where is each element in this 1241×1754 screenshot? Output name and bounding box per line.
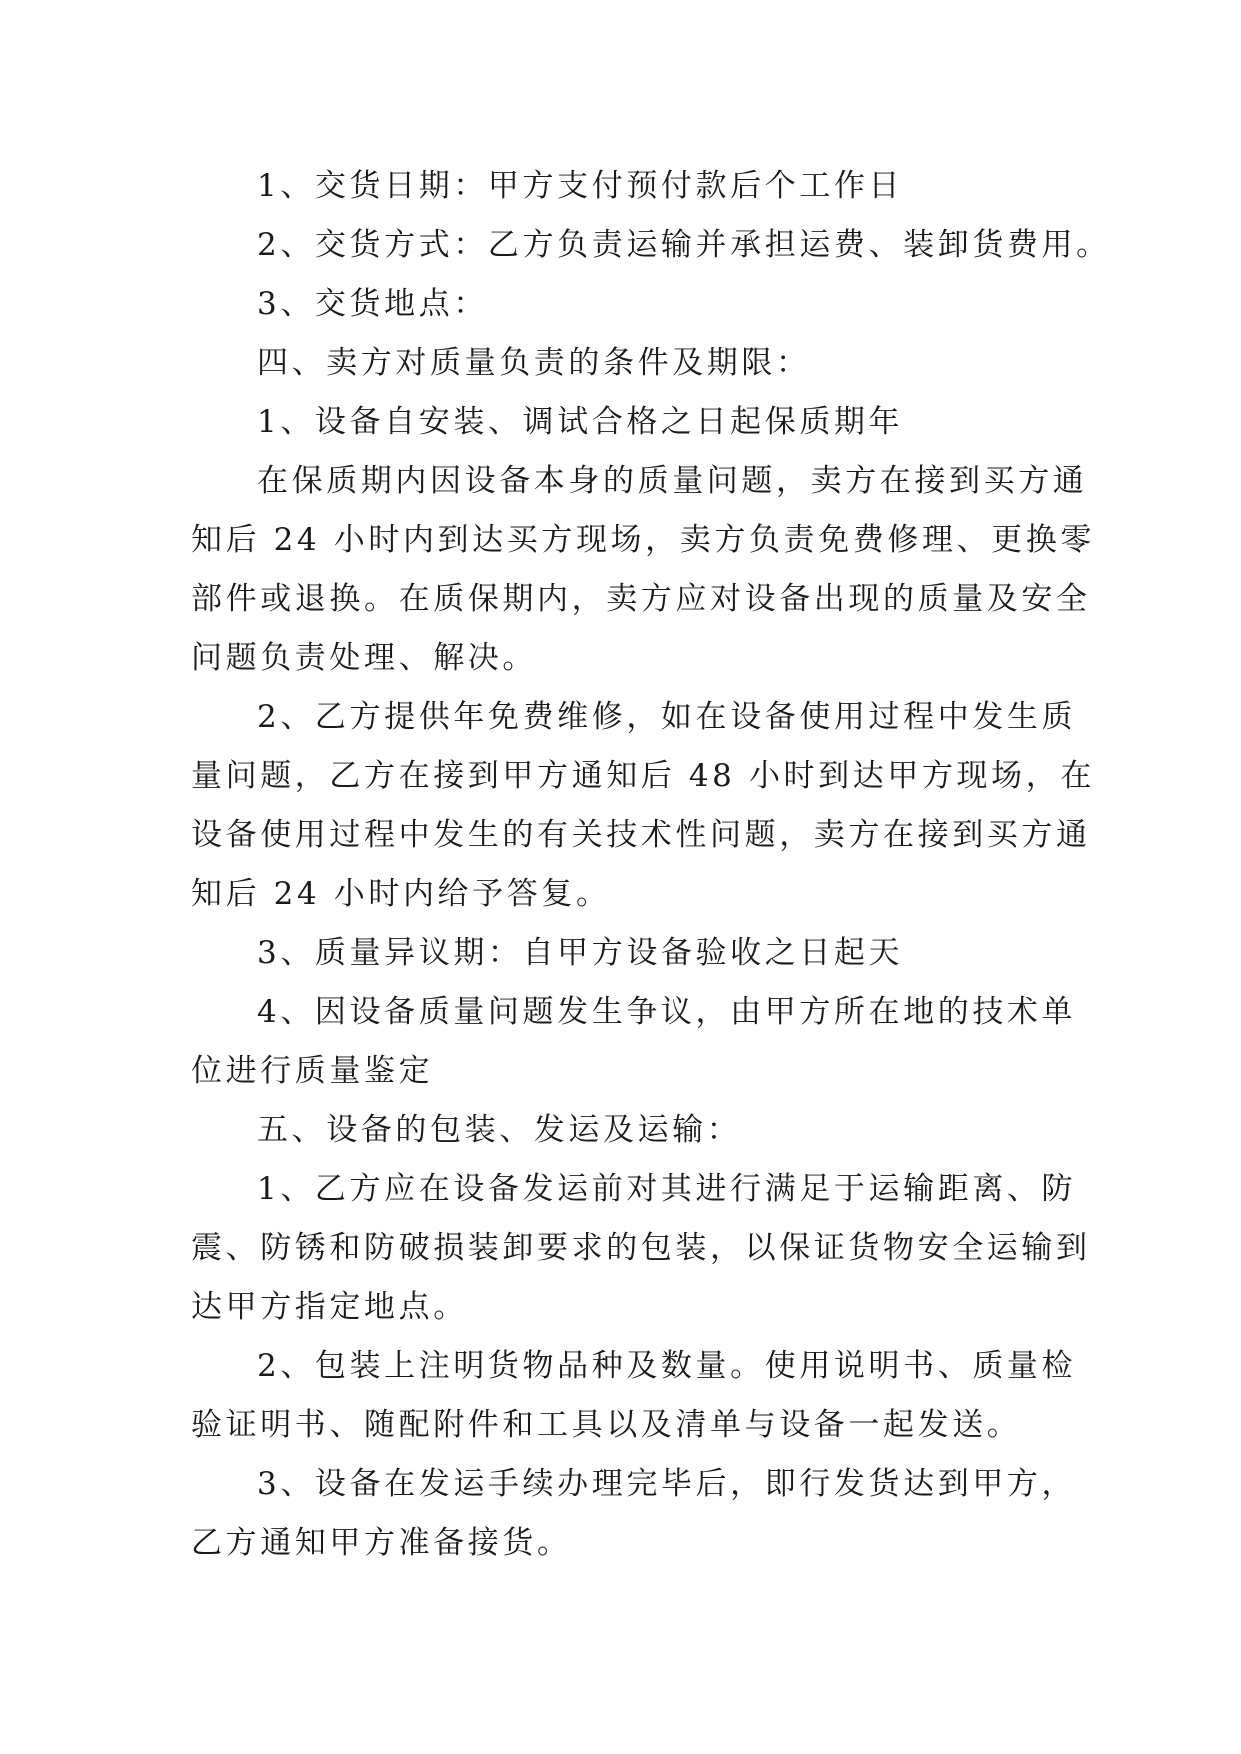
document-body xyxy=(191,157,1111,1573)
paragraph-packaging-labels xyxy=(191,1337,1077,1455)
paragraph-free-maintenance xyxy=(191,688,1095,924)
text-line: 1、交货日期：甲方支付预付款后个工作日 xyxy=(257,168,904,204)
text-line: 量问题，乙方在接到甲方通知后 48 小时到达甲方现场，在 xyxy=(191,758,1095,794)
text-line: 3、设备在发运手续办理完毕后，即行发货达到甲方， xyxy=(257,1466,1077,1502)
text-line: 在保质期内因设备本身的质量问题，卖方在接到买方通 xyxy=(257,463,1088,499)
text-line: 部件或退换。在质保期内，卖方应对设备出现的质量及安全 xyxy=(191,581,1091,617)
section-heading-quality xyxy=(191,334,1061,393)
text-line: 问题负责处理、解决。 xyxy=(191,640,537,676)
text-line: 1、乙方应在设备发运前对其进行满足于运输距离、防 xyxy=(257,1171,1077,1207)
paragraph-warranty-period xyxy=(191,393,1061,452)
paragraph-packaging-requirements xyxy=(191,1160,1091,1337)
text-line: 知后 24 小时内给予答复。 xyxy=(191,876,611,912)
text-line: 3、交货地点： xyxy=(257,286,488,322)
text-line: 2、交货方式：乙方负责运输并承担运费、装卸货费用。 xyxy=(257,227,1111,263)
paragraph-warranty-terms xyxy=(191,452,1095,688)
text-line: 四、卖方对质量负责的条件及期限： xyxy=(257,345,811,381)
paragraph-dispute xyxy=(191,983,1077,1101)
paragraph-delivery-date xyxy=(191,157,1061,216)
text-line: 3、质量异议期：自甲方设备验收之日起天 xyxy=(257,935,904,971)
text-line: 位进行质量鉴定 xyxy=(191,1053,434,1089)
paragraph-delivery-method xyxy=(191,216,1111,275)
text-line: 2、乙方提供年免费维修，如在设备使用过程中发生质 xyxy=(257,699,1077,735)
text-line: 1、设备自安装、调试合格之日起保质期年 xyxy=(257,404,904,440)
text-line: 验证明书、随配附件和工具以及清单与设备一起发送。 xyxy=(191,1407,1022,1443)
text-line: 2、包装上注明货物品种及数量。使用说明书、质量检 xyxy=(257,1348,1077,1384)
text-line: 震、防锈和防破损装卸要求的包装，以保证货物安全运输到 xyxy=(191,1230,1091,1266)
text-line: 知后 24 小时内到达买方现场，卖方负责免费修理、更换零 xyxy=(191,522,1095,558)
paragraph-delivery-location xyxy=(191,275,1061,334)
text-line: 五、设备的包装、发运及运输： xyxy=(257,1112,742,1148)
text-line: 乙方通知甲方准备接货。 xyxy=(191,1525,572,1561)
section-heading-packaging xyxy=(191,1101,1061,1160)
text-line: 达甲方指定地点。 xyxy=(191,1289,468,1325)
paragraph-shipment-notice xyxy=(191,1455,1077,1573)
text-line: 设备使用过程中发生的有关技术性问题，卖方在接到买方通 xyxy=(191,817,1091,853)
paragraph-objection-period xyxy=(191,924,1061,983)
text-line: 4、因设备质量问题发生争议，由甲方所在地的技术单 xyxy=(257,994,1077,1030)
